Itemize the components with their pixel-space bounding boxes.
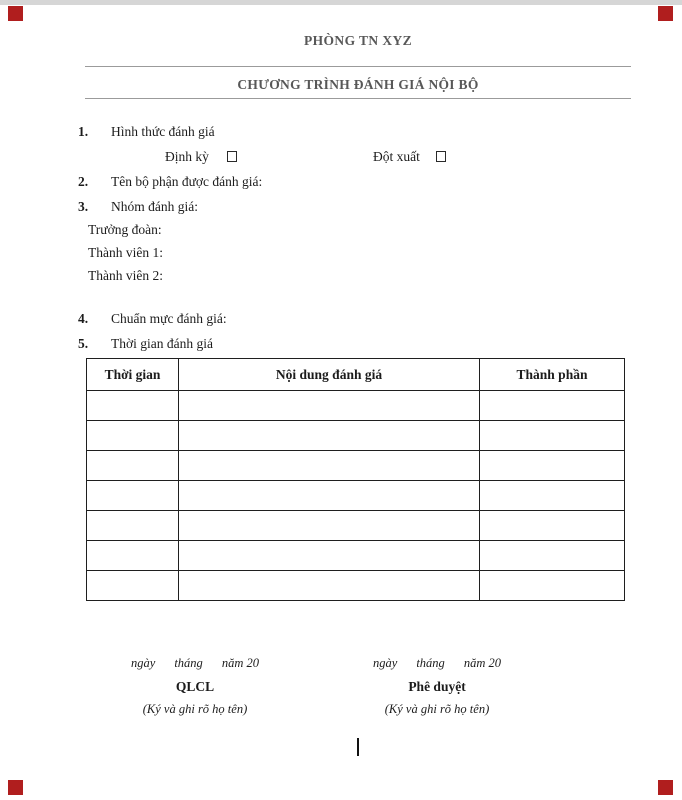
signature-block-approval bbox=[325, 656, 549, 717]
table-cell[interactable] bbox=[179, 541, 480, 571]
corner-marker bbox=[8, 780, 23, 795]
table-row bbox=[87, 451, 625, 481]
table-header-time: Thời gian bbox=[87, 359, 179, 391]
member-1-label: Thành viên 1: bbox=[88, 245, 163, 260]
table-cell[interactable] bbox=[179, 451, 480, 481]
date-word-month: tháng bbox=[416, 656, 445, 670]
signature-note: (Ký và ghi rõ họ tên) bbox=[142, 702, 248, 716]
table-row bbox=[87, 511, 625, 541]
window-top-edge bbox=[0, 0, 682, 5]
item-2-label: Tên bộ phận được đánh giá: bbox=[111, 174, 263, 189]
date-word-day: ngày bbox=[373, 656, 398, 670]
table-cell[interactable] bbox=[87, 571, 179, 601]
table-cell[interactable] bbox=[87, 421, 179, 451]
date-line bbox=[83, 656, 307, 671]
table-body bbox=[87, 391, 625, 601]
table-cell[interactable] bbox=[179, 421, 480, 451]
signer-role: QLCL bbox=[175, 679, 215, 694]
date-line bbox=[325, 656, 549, 671]
date-word-day: ngày bbox=[131, 656, 156, 670]
signature-block-qlcl bbox=[83, 656, 307, 717]
item-1-label: Hình thức đánh giá bbox=[111, 124, 215, 139]
item-1-number: 1. bbox=[78, 124, 89, 139]
team-leader-label: Trưởng đoàn: bbox=[88, 222, 162, 237]
text-cursor[interactable] bbox=[357, 738, 359, 756]
corner-marker bbox=[658, 780, 673, 795]
table-cell[interactable] bbox=[179, 391, 480, 421]
table-cell[interactable] bbox=[87, 391, 179, 421]
table-cell[interactable] bbox=[87, 451, 179, 481]
date-word-year: năm 20 bbox=[221, 656, 259, 670]
signer-role: Phê duyệt bbox=[408, 679, 466, 694]
table-header-participants: Thành phần bbox=[480, 359, 625, 391]
item-5-number: 5. bbox=[78, 336, 89, 351]
table-cell[interactable] bbox=[179, 511, 480, 541]
table-cell[interactable] bbox=[87, 481, 179, 511]
table-cell[interactable] bbox=[480, 511, 625, 541]
table-cell[interactable] bbox=[87, 511, 179, 541]
option-dinh-ky-label: Định kỳ bbox=[165, 149, 209, 164]
table-cell[interactable] bbox=[480, 391, 625, 421]
title-divider bbox=[85, 98, 631, 99]
item-4-label: Chuẩn mực đánh giá: bbox=[111, 311, 227, 326]
table-cell[interactable] bbox=[480, 571, 625, 601]
corner-marker bbox=[658, 6, 673, 21]
table-cell[interactable] bbox=[87, 541, 179, 571]
table-cell[interactable] bbox=[480, 451, 625, 481]
table-cell[interactable] bbox=[480, 481, 625, 511]
date-word-year: năm 20 bbox=[463, 656, 501, 670]
page-title: CHƯƠNG TRÌNH ĐÁNH GIÁ NỘI BỘ bbox=[237, 77, 479, 92]
table-row bbox=[87, 421, 625, 451]
table-cell[interactable] bbox=[480, 541, 625, 571]
signature-note: (Ký và ghi rõ họ tên) bbox=[384, 702, 490, 716]
table-cell[interactable] bbox=[480, 421, 625, 451]
date-word-month: tháng bbox=[174, 656, 203, 670]
table-row bbox=[87, 541, 625, 571]
checkbox-dinh-ky[interactable] bbox=[227, 151, 237, 162]
option-dot-xuat-label: Đột xuất bbox=[373, 149, 420, 164]
item-3-number: 3. bbox=[78, 199, 89, 214]
checkbox-dot-xuat[interactable] bbox=[436, 151, 446, 162]
table-cell[interactable] bbox=[179, 481, 480, 511]
table-header-row bbox=[87, 359, 625, 391]
table-row bbox=[87, 571, 625, 601]
header-divider bbox=[85, 66, 631, 67]
org-name: PHÒNG TN XYZ bbox=[303, 33, 413, 48]
corner-marker bbox=[8, 6, 23, 21]
table-row bbox=[87, 391, 625, 421]
item-3-label: Nhóm đánh giá: bbox=[111, 199, 198, 214]
item-4-number: 4. bbox=[78, 311, 89, 326]
item-2-number: 2. bbox=[78, 174, 89, 189]
item-5-label: Thời gian đánh giá bbox=[111, 336, 213, 351]
table-cell[interactable] bbox=[179, 571, 480, 601]
table-header-content: Nội dung đánh giá bbox=[179, 359, 480, 391]
table-row bbox=[87, 481, 625, 511]
audit-schedule-table bbox=[86, 358, 625, 601]
member-2-label: Thành viên 2: bbox=[88, 268, 163, 283]
